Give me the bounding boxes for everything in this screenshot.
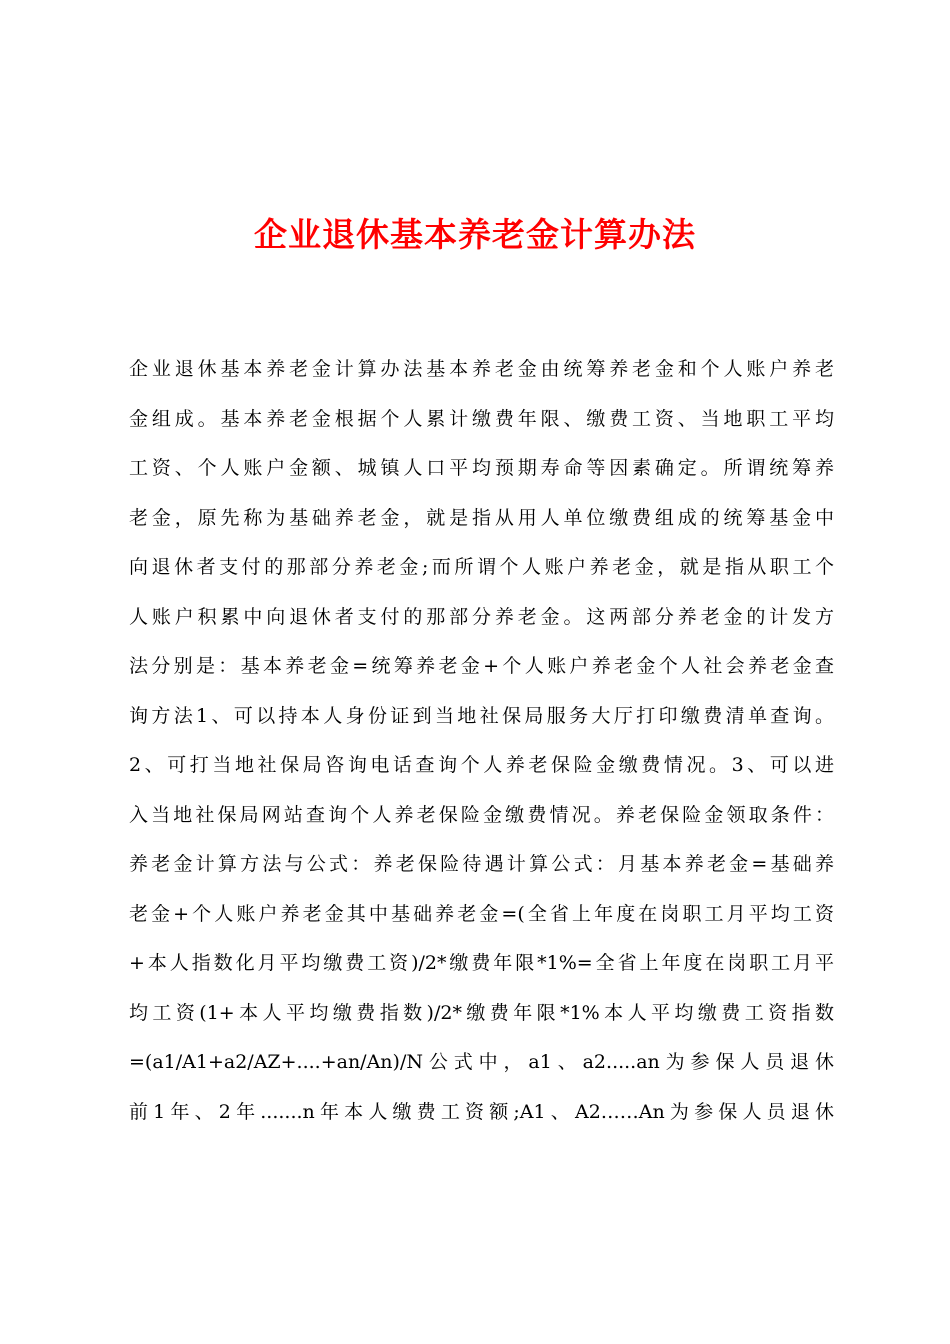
body-line-8: 询方法1、可以持本人身份证到当地社保局服务大厅打印缴费清单查询。: [129, 704, 834, 727]
body-line-4: 老金，原先称为基础养老金，就是指从用人单位缴费组成的统筹基金中: [129, 506, 834, 529]
body-line-9: 2、可打当地社保局咨询电话查询个人养老保险金缴费情况。3、可以进: [129, 754, 834, 776]
body-line-16: 前1年、2年.......n年本人缴费工资额;A1、A2……An为参保人员退休: [129, 1100, 834, 1123]
body-line-5: 向退休者支付的那部分养老金;而所谓个人账户养老金，就是指从职工个: [129, 556, 834, 578]
body-line-6: 人账户积累中向退休者支付的那部分养老金。这两部分养老金的计发方: [129, 605, 834, 628]
body-line-15: =(a1/A1+a2/AZ+....+an/An)/N公式中，a1、a2.....an为参保人员退休: [129, 1051, 834, 1073]
body-line-7: 法分别是：基本养老金=统筹养老金+个人账户养老金个人社会养老金查: [129, 655, 834, 677]
document-body: [129, 345, 834, 1137]
body-line-10: 入当地社保局网站查询个人养老保险金缴费情况。养老保险金领取条件：: [129, 803, 834, 826]
body-line-14: 均工资(1+本人平均缴费指数)/2*缴费年限*1%本人平均缴费工资指数: [129, 1001, 834, 1024]
body-line-3: 工资、个人账户金额、城镇人口平均预期寿命等因素确定。所谓统筹养: [129, 457, 834, 479]
body-line-11: 养老金计算方法与公式：养老保险待遇计算公式：月基本养老金=基础养: [129, 853, 834, 875]
body-line-2: 金组成。基本养老金根据个人累计缴费年限、缴费工资、当地职工平均: [129, 407, 834, 430]
body-line-13: +本人指数化月平均缴费工资)/2*缴费年限*1%=全省上年度在岗职工月平: [129, 952, 834, 974]
body-line-12: 老金+个人账户养老金其中基础养老金=(全省上年度在岗职工月平均工资: [129, 902, 834, 925]
document-title: 企业退休基本养老金计算办法: [254, 215, 696, 254]
body-line-1: 企业退休基本养老金计算办法基本养老金由统筹养老金和个人账户养老: [129, 358, 834, 380]
